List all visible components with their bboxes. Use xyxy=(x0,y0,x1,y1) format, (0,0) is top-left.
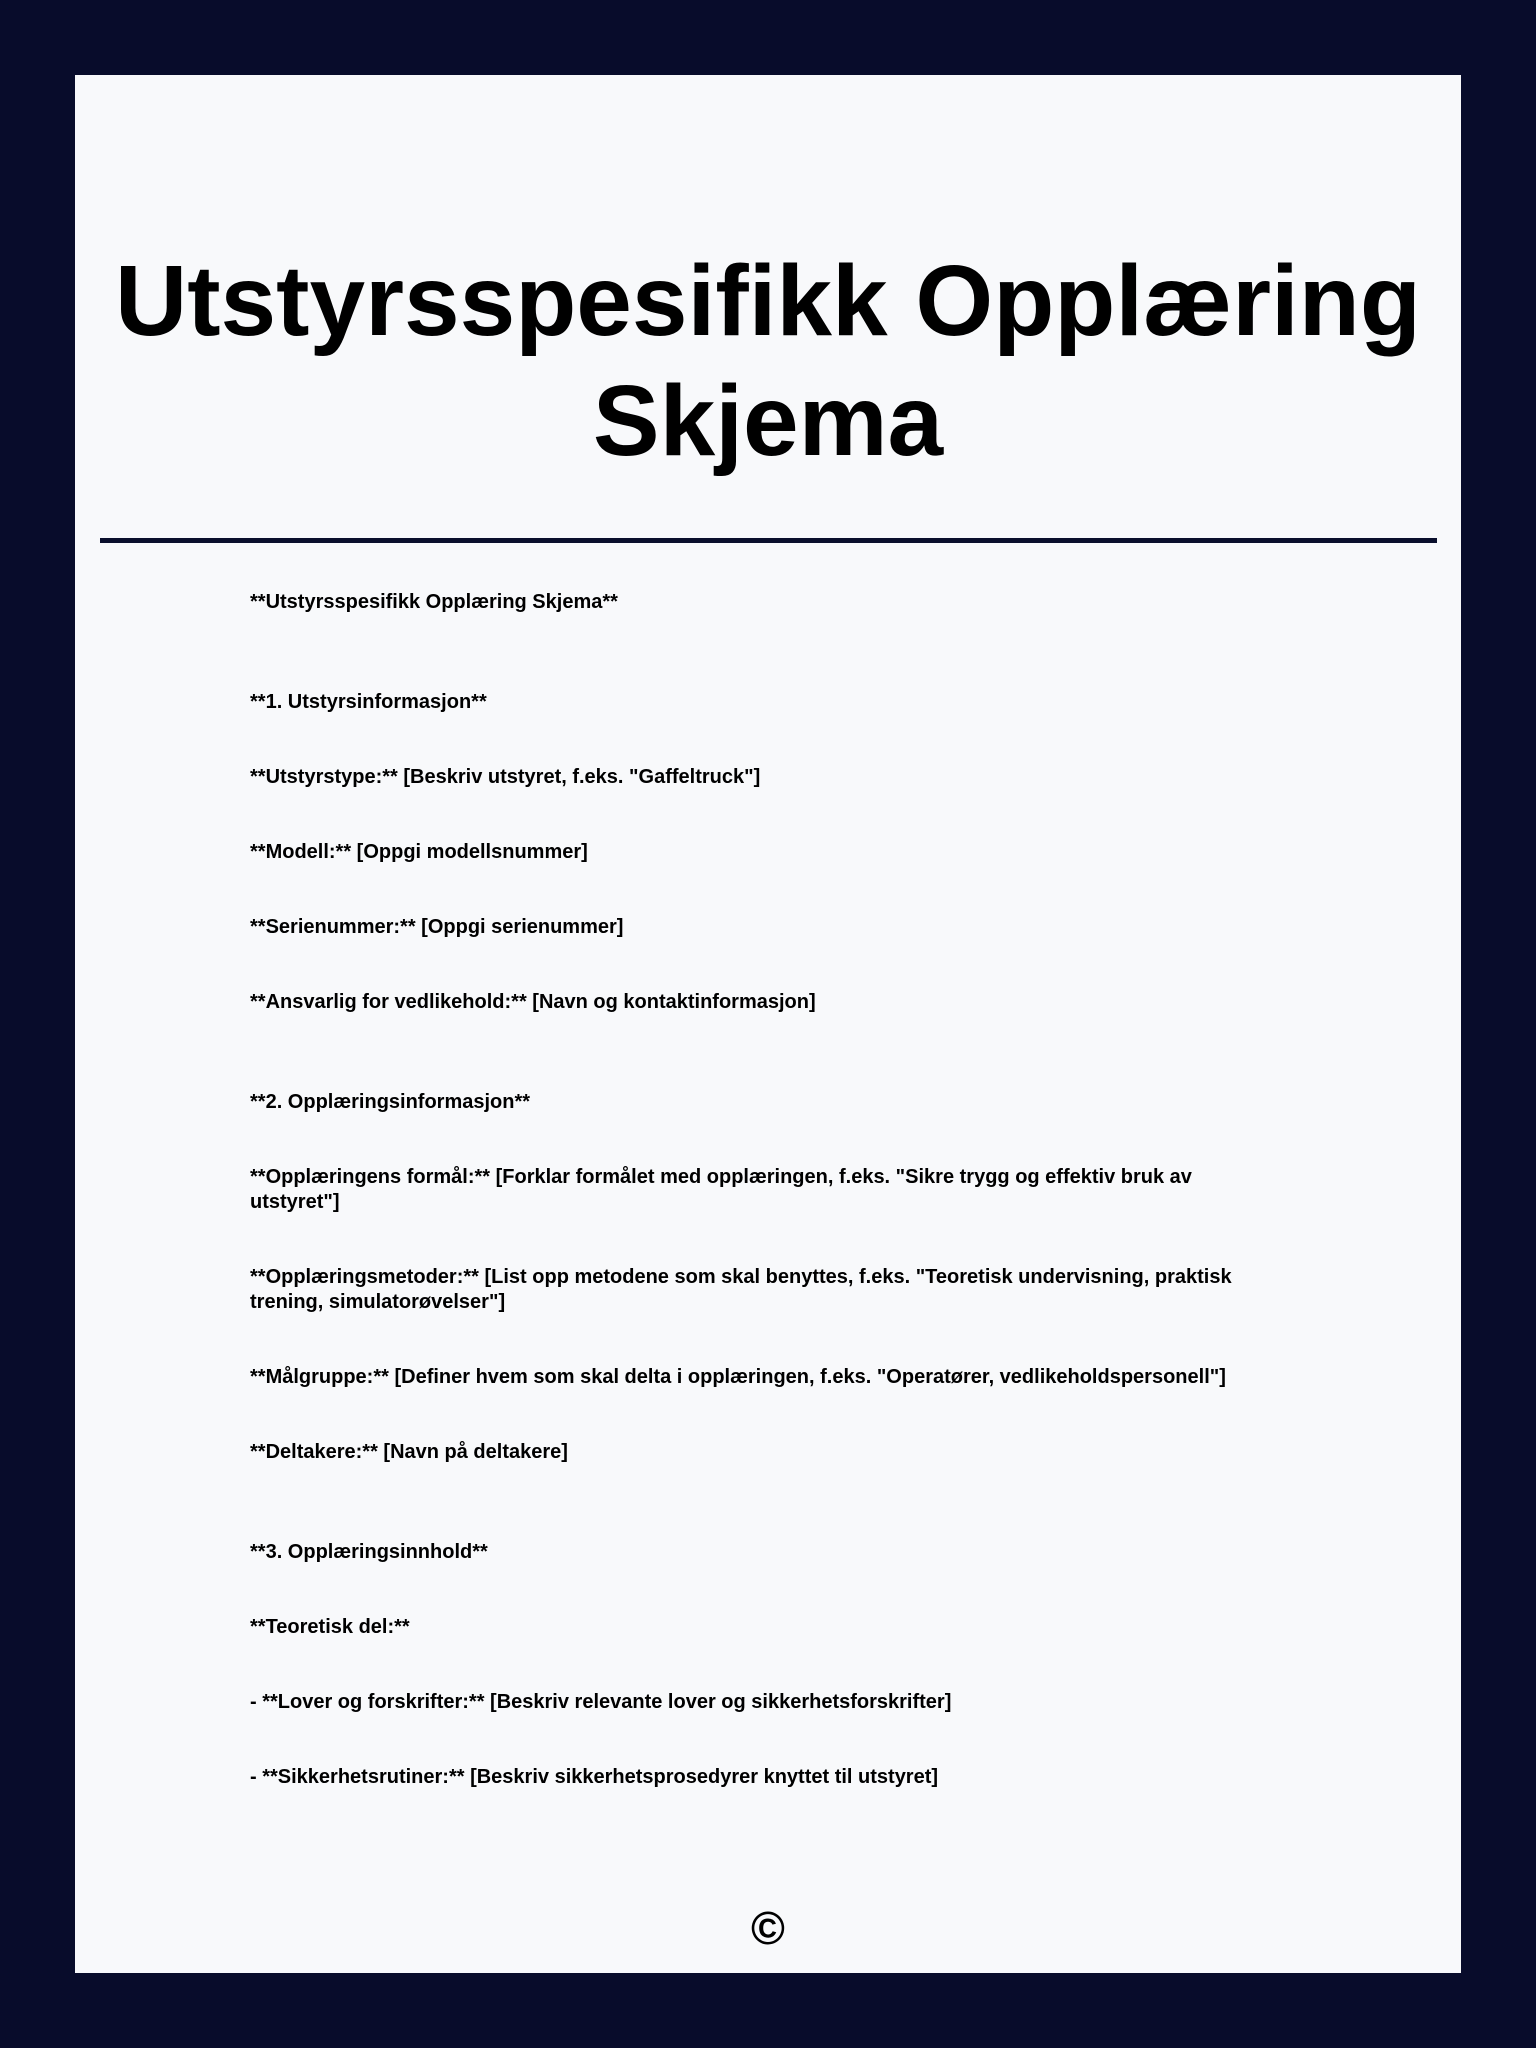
document-heading: **Utstyrsspesifikk Opplæring Skjema** xyxy=(250,591,618,613)
field-training-methods: **Opplæringsmetoder:** [List opp metodene som skal benyttes, f.eks. "Teoretisk undervisning, praktisk trening, simulatorøvelser"] xyxy=(250,1266,1232,1313)
page-title: Utstyrsspesifikk Opplæring Skjema xyxy=(115,245,1421,477)
field-serial-number: **Serienummer:** [Oppgi serienummer] xyxy=(250,916,624,938)
field-maintenance-responsible: **Ansvarlig for vedlikehold:** [Navn og kontaktinformasjon] xyxy=(250,991,816,1013)
section-heading-training-content: **3. Opplæringsinnhold** xyxy=(250,1541,488,1563)
document-body xyxy=(250,590,1250,1840)
copyright-icon: © xyxy=(751,1902,785,1954)
section-heading-equipment-info: **1. Utstyrsinformasjon** xyxy=(250,691,487,713)
section-heading-training-info: **2. Opplæringsinformasjon** xyxy=(250,1091,531,1113)
list-item-safety-routines: - **Sikkerhetsrutiner:** [Beskriv sikkerhetsprosedyrer knyttet til utstyret] xyxy=(250,1766,939,1788)
title-divider xyxy=(100,538,1437,543)
field-training-purpose: **Opplæringens formål:** [Forklar formålet med opplæringen, f.eks. "Sikre trygg og effektiv bruk av utstyret"] xyxy=(250,1166,1192,1213)
field-target-group: **Målgruppe:** [Definer hvem som skal delta i opplæringen, f.eks. "Operatører, vedlikeholdspersonell"] xyxy=(250,1366,1226,1388)
field-model: **Modell:** [Oppgi modellsnummer] xyxy=(250,841,588,863)
field-theory-part: **Teoretisk del:** xyxy=(250,1616,410,1638)
field-equipment-type: **Utstyrstype:** [Beskriv utstyret, f.eks. "Gaffeltruck"] xyxy=(250,766,761,788)
field-participants: **Deltakere:** [Navn på deltakere] xyxy=(250,1441,568,1463)
list-item-laws-regulations: - **Lover og forskrifter:** [Beskriv relevante lover og sikkerhetsforskrifter] xyxy=(250,1691,952,1713)
document-card xyxy=(75,75,1461,1973)
